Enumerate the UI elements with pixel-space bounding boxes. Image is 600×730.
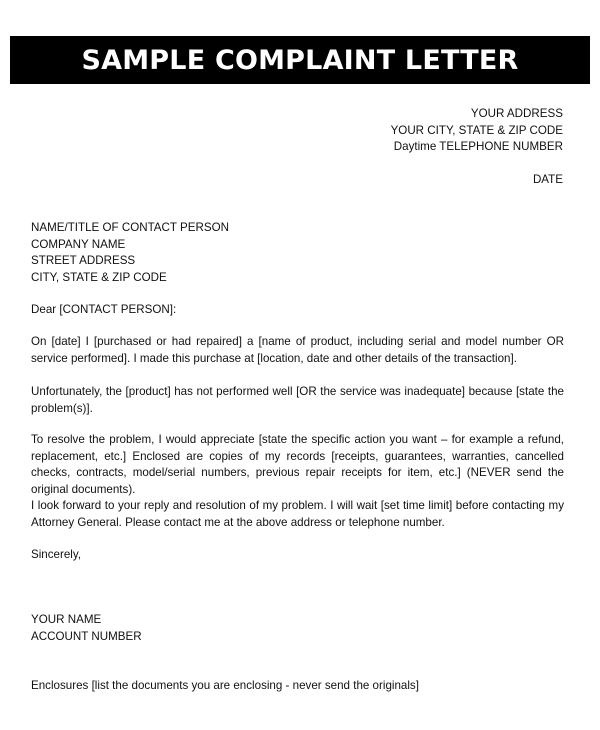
paragraph-resolution: To resolve the problem, I would appreciate [state the specific action you want – for example a refund, replacement, etc.] Enclosed are copies of my records [receipts, guarantees, warranties, cancelled checks, contracts, model/serial numbers, previous repair receipts for item, etc.] (NEVER send the original documents). [31, 433, 564, 496]
recipient-company: COMPANY NAME [31, 237, 126, 251]
enclosures-line: Enclosures [list the documents you are enclosing - never send the originals] [31, 679, 419, 692]
salutation: Dear [CONTACT PERSON]: [31, 303, 177, 316]
sender-phone: Daytime TELEPHONE NUMBER [393, 140, 563, 153]
paragraph-purchase: On [date] I [purchased or had repaired] a [name of product, including serial and model number OR service performed]. I made this purchase at [location, date and other details of the transaction]. [31, 335, 564, 365]
recipient-address-block [31, 220, 229, 286]
paragraph-problem: Unfortunately, the [product] has not performed well [OR the service was inadequate] because [state the problem(s)]. [31, 385, 564, 415]
letter-date: DATE [532, 173, 563, 186]
recipient-city-state-zip: CITY, STATE & ZIP CODE [31, 270, 167, 284]
recipient-name: NAME/TITLE OF CONTACT PERSON [31, 221, 229, 234]
signature-block [31, 612, 564, 645]
paragraph-follow-up: I look forward to your reply and resolution of my problem. I will wait [set time limit] before contacting my Attorney General. Please contact me at the above address or telephone number. [31, 499, 564, 529]
sender-address: YOUR ADDRESS [470, 107, 563, 120]
sender-city-state-zip: YOUR CITY, STATE & ZIP CODE [390, 123, 563, 137]
recipient-street: STREET ADDRESS [31, 254, 136, 267]
closing: Sincerely, [31, 548, 82, 561]
sender-address-block [391, 106, 563, 156]
signature-account: ACCOUNT NUMBER [31, 629, 142, 643]
signature-name: YOUR NAME [31, 613, 102, 626]
page-title: SAMPLE COMPLAINT LETTER [10, 36, 590, 84]
